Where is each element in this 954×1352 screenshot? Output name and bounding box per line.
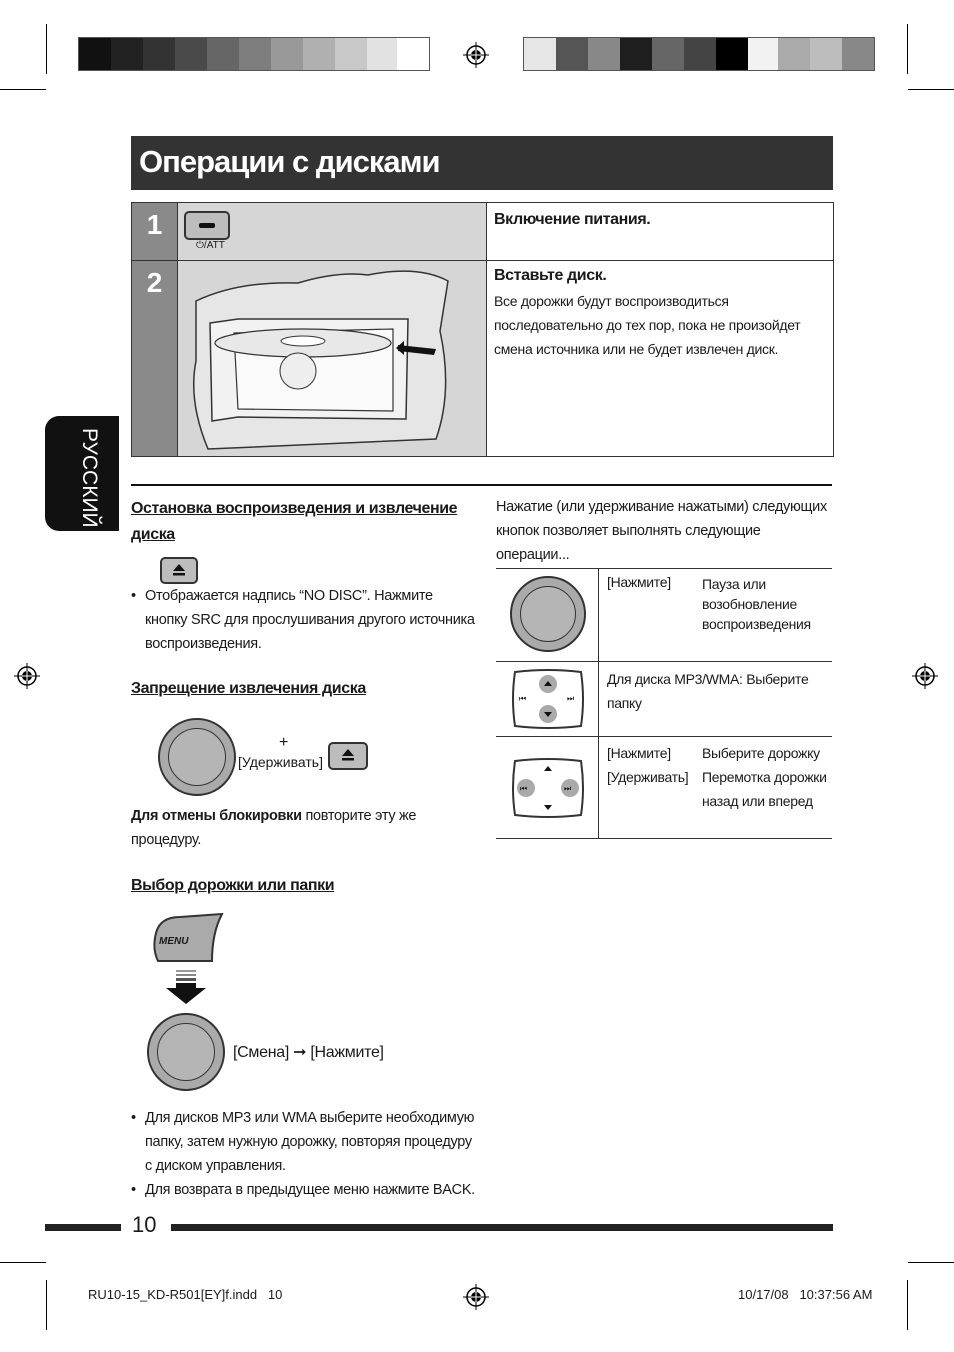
language-side-tab <box>45 416 119 531</box>
prohibit-heading: Запрещение извлечения диска <box>131 680 366 697</box>
menu-button <box>150 913 224 963</box>
step-number: 1 <box>132 203 177 260</box>
insert-disc-illustration <box>178 261 486 456</box>
page-bar-right <box>171 1224 833 1231</box>
page-number: 10 <box>132 1212 157 1237</box>
page-title-bar <box>131 136 833 190</box>
registration-mark-icon <box>463 42 489 68</box>
svg-text:⏭: ⏭ <box>564 784 572 793</box>
control-dial <box>510 576 586 652</box>
svg-text:⏭: ⏭ <box>567 694 575 703</box>
control-dial <box>158 718 236 796</box>
step1-title: Включение питания. <box>494 211 651 228</box>
power-att-label: ⏻/ATT <box>196 240 225 251</box>
svg-text:⏮: ⏮ <box>519 694 527 703</box>
stop-eject-heading: Остановка воспроизведения и извлечение диска <box>131 500 458 543</box>
ops-folder-text: Для диска MP3/WMA: Выберите папку <box>607 671 809 711</box>
registration-mark-icon <box>14 663 40 689</box>
svg-text:⏮: ⏮ <box>520 784 528 793</box>
step2-body: Все дорожки будут воспроизводиться последовательно до тех пор, пока не произойдет смена источника или не будет извлечен диск. <box>494 293 801 357</box>
menu-label: MENU <box>159 936 189 947</box>
ops-intro: Нажатие (или удерживание нажатыми) следующих кнопок позволяет выполнять следующие операции... <box>496 499 827 563</box>
eject-icon <box>162 559 196 582</box>
select-bullet: • Для дисков MP3 или WMA выберите необходимую папку, затем нужную дорожку, повторяя процедуру с диском управления. <box>145 1106 475 1178</box>
ops-result: Выберите дорожку Перемотка дорожки назад или вперед <box>702 745 827 809</box>
change-press-label: [Смена] ➞ [Нажмите] <box>233 1044 384 1061</box>
crop-mark <box>0 89 46 90</box>
footer-date: 10/17/08 10:37:56 AM <box>738 1287 873 1302</box>
power-att-button <box>184 211 230 240</box>
language-tab-label: РУССКИЙ <box>78 428 101 528</box>
ops-action: [Нажмите] [Удерживать] <box>607 745 689 785</box>
step2-title: Вставьте диск. <box>494 267 607 284</box>
step-number: 2 <box>132 260 177 456</box>
select-bullet: • Для возврата в предыдущее меню нажмите BACK. <box>145 1178 475 1202</box>
select-track-heading: Выбор дорожки или папки <box>131 877 335 894</box>
crop-mark <box>908 89 954 90</box>
page-bar-left <box>45 1224 121 1231</box>
crop-mark <box>907 24 908 74</box>
crop-mark <box>46 24 47 74</box>
crop-mark <box>46 1280 47 1330</box>
page-title: Операции с дисками <box>139 144 440 179</box>
ops-action: [Нажмите] <box>607 574 671 590</box>
eject-button <box>328 742 368 770</box>
crop-mark <box>908 1262 954 1263</box>
plus-sign: + <box>279 734 289 751</box>
footer-file: RU10-15_KD-R501[EY]f.indd 10 <box>88 1287 283 1302</box>
crop-mark <box>0 1262 46 1263</box>
track-leftright-icon <box>511 757 585 819</box>
step2-figure <box>178 261 486 456</box>
cancel-lock-text <box>131 804 461 852</box>
ops-result: Пауза или возобновление воспроизведения <box>702 576 811 632</box>
control-dial <box>147 1013 225 1091</box>
cancel-lock-rest: повторите эту же процедуру. <box>131 808 417 848</box>
eject-button <box>160 557 198 584</box>
stop-eject-bullet: • Отображается надпись “NO DISC”. Нажмите кнопку SRC для прослушивания другого источника воспроизведения. <box>145 584 475 656</box>
registration-mark-icon <box>912 663 938 689</box>
hold-label: [Удерживать] <box>238 754 323 770</box>
folder-updown-icon <box>511 668 585 730</box>
down-arrow-icon <box>166 970 206 1004</box>
cancel-lock-bold: Для отмены блокировки <box>131 808 302 824</box>
steps-table <box>131 202 834 457</box>
registration-mark-icon <box>463 1284 489 1310</box>
crop-mark <box>907 1280 908 1330</box>
eject-icon <box>330 744 366 768</box>
